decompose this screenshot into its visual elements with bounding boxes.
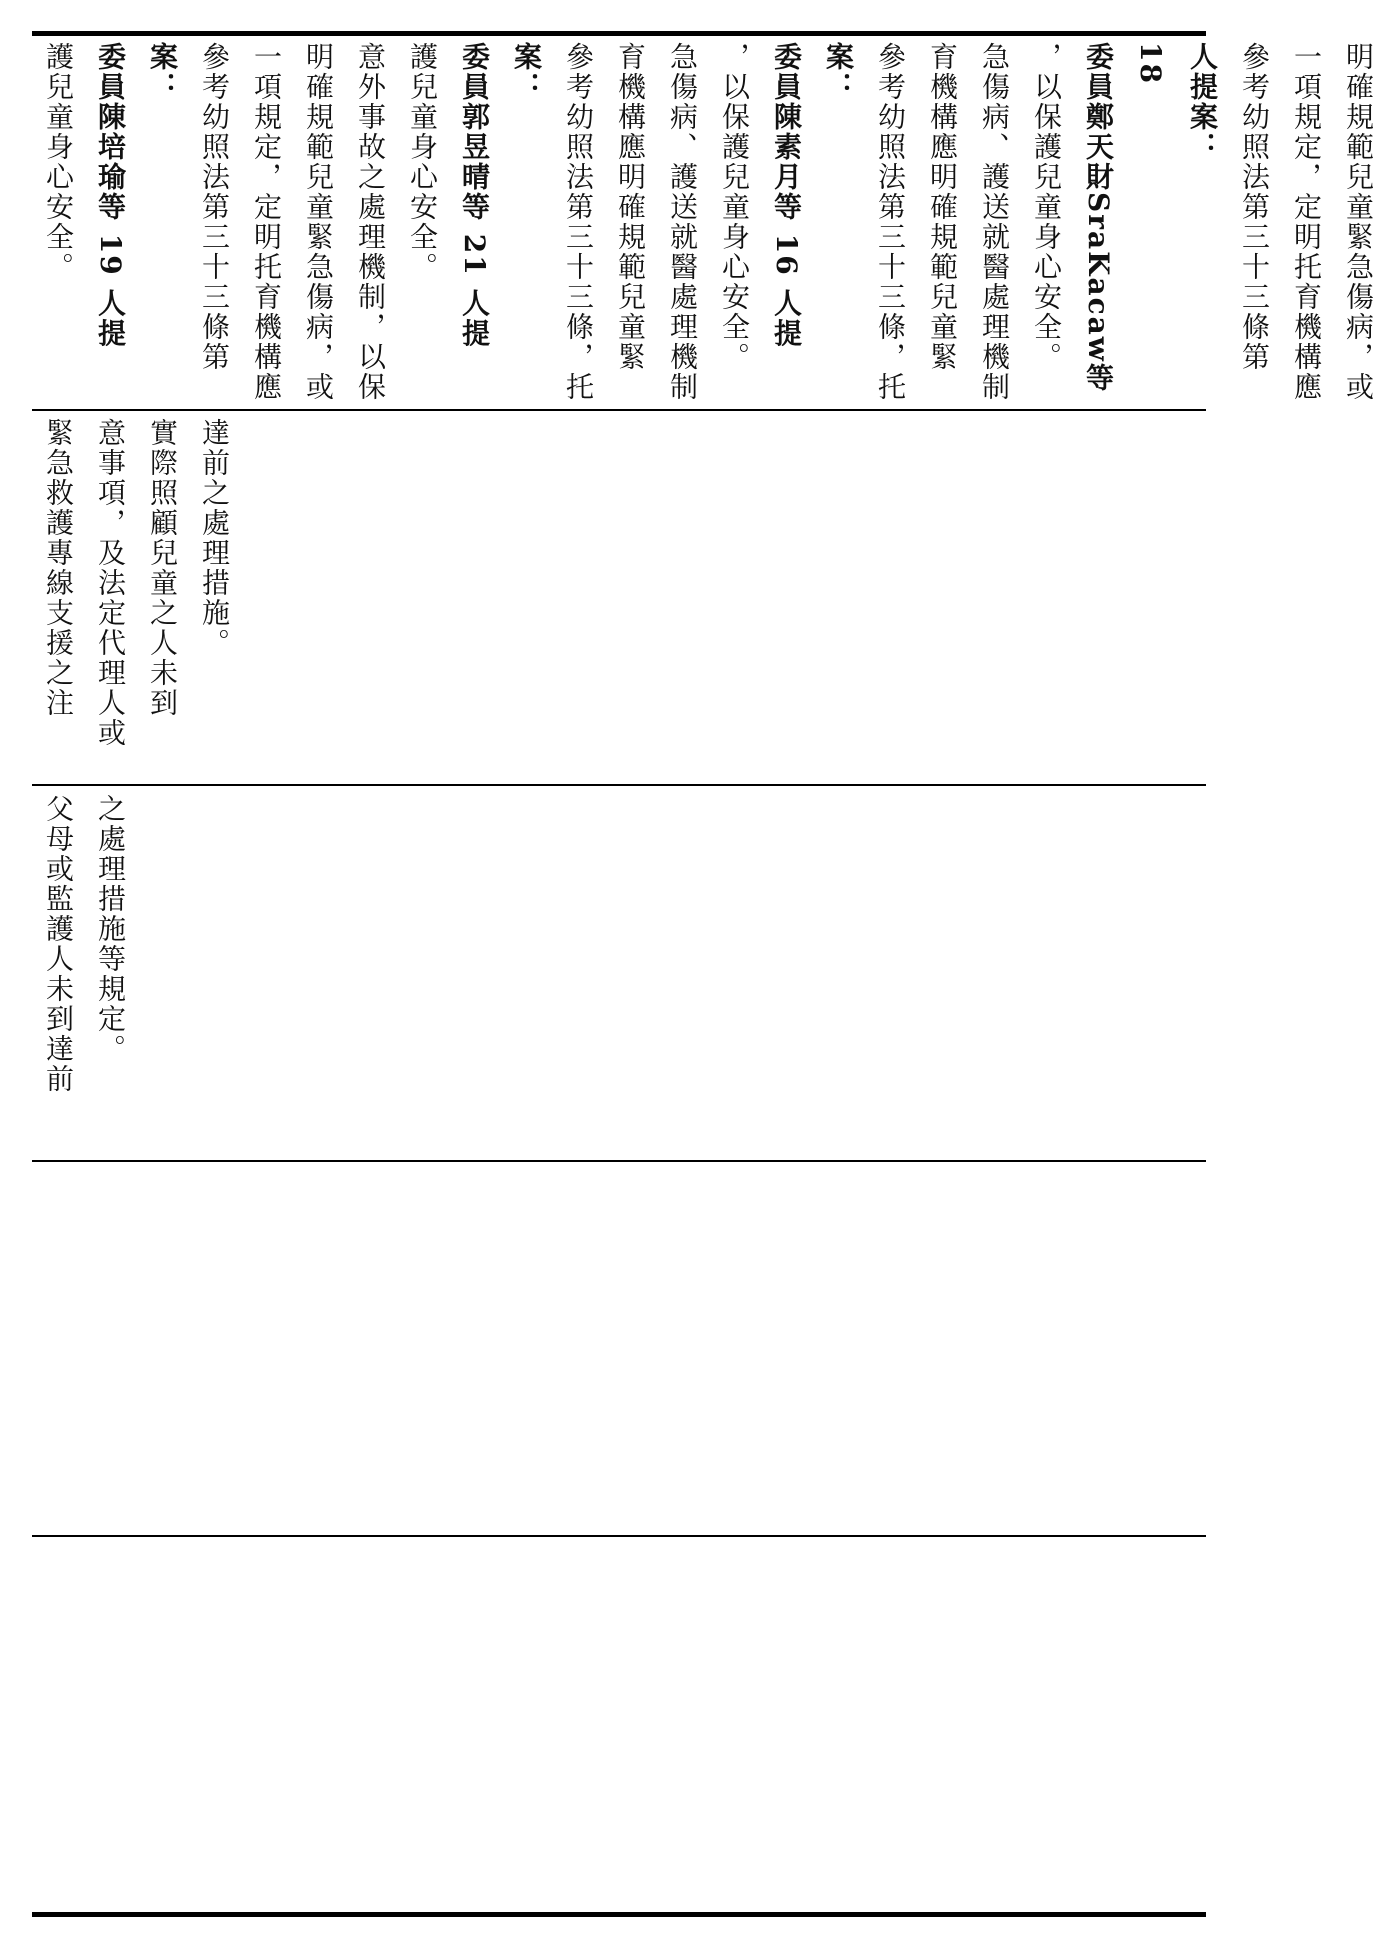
text-line: 參考幼照法第三十三條第 <box>1238 42 1271 372</box>
explanation-text <box>32 42 1384 404</box>
row-divider <box>32 784 1206 786</box>
row-divider <box>32 1160 1206 1162</box>
text-line: 護兒童身心安全。 <box>42 42 75 282</box>
current-law-text <box>32 418 240 780</box>
text-line: 護兒童身心安全。 <box>406 42 439 282</box>
text-line: 之處理措施等規定。 <box>94 794 127 1064</box>
text-line: 參考幼照法第三十三條第 <box>198 42 231 372</box>
text-line: 父母或監護人未到達前 <box>42 794 75 1094</box>
text-line: 一項規定，定明托育機構應 <box>1290 42 1323 402</box>
text-line: 育機構應明確規範兒童緊 <box>926 42 959 372</box>
proposal-text <box>32 794 136 1156</box>
row-divider <box>32 409 1206 411</box>
text-line: 一項規定，定明托育機構應 <box>250 42 283 402</box>
proposer-heading: 委員郭昱晴等 21 人提案： <box>458 42 543 349</box>
text-line: 參考幼照法第三十三條，托 <box>874 42 907 402</box>
proposer-heading: 委員陳培瑜等 19 人提案： <box>94 42 179 349</box>
explanation-cell <box>32 42 1375 405</box>
text-line: 達前之處理措施。 <box>198 418 231 658</box>
text-line: 意外事故之處理機制，以保 <box>354 42 387 402</box>
text-line: 育機構應明確規範兒童緊 <box>614 42 647 372</box>
proposal-cell <box>32 794 1206 1156</box>
text-line: 急傷病、護送就醫處理機制 <box>666 42 699 402</box>
current-law-cell <box>32 418 1206 780</box>
text-line: 明確規範兒童緊急傷病，或 <box>302 42 335 402</box>
text-line: 急傷病、護送就醫處理機制 <box>978 42 1011 402</box>
proposer-heading: 委員鄭天財SraKacaw等 18 <box>1082 42 1167 405</box>
text-line: 參考幼照法第三十三條，托 <box>562 42 595 402</box>
empty-cell <box>32 1170 1206 1532</box>
text-line: ，以保護兒童身心安全。 <box>1030 42 1063 372</box>
text-line: 實際照顧兒童之人未到 <box>146 418 179 718</box>
proposer-heading: 人提案： <box>1186 42 1219 162</box>
text-line: 明確規範兒童緊急傷病，或 <box>1342 42 1375 402</box>
text-line: ，以保護兒童身心安全。 <box>718 42 751 372</box>
top-border <box>32 31 1206 36</box>
empty-cell <box>32 1545 1206 1907</box>
text-line: 緊急救護專線支援之注 <box>42 418 75 718</box>
bottom-border <box>32 1912 1206 1917</box>
row-divider <box>32 1535 1206 1537</box>
proposer-heading: 委員陳素月等 16 人提案： <box>770 42 855 349</box>
text-line: 意事項，及法定代理人或 <box>94 418 127 748</box>
